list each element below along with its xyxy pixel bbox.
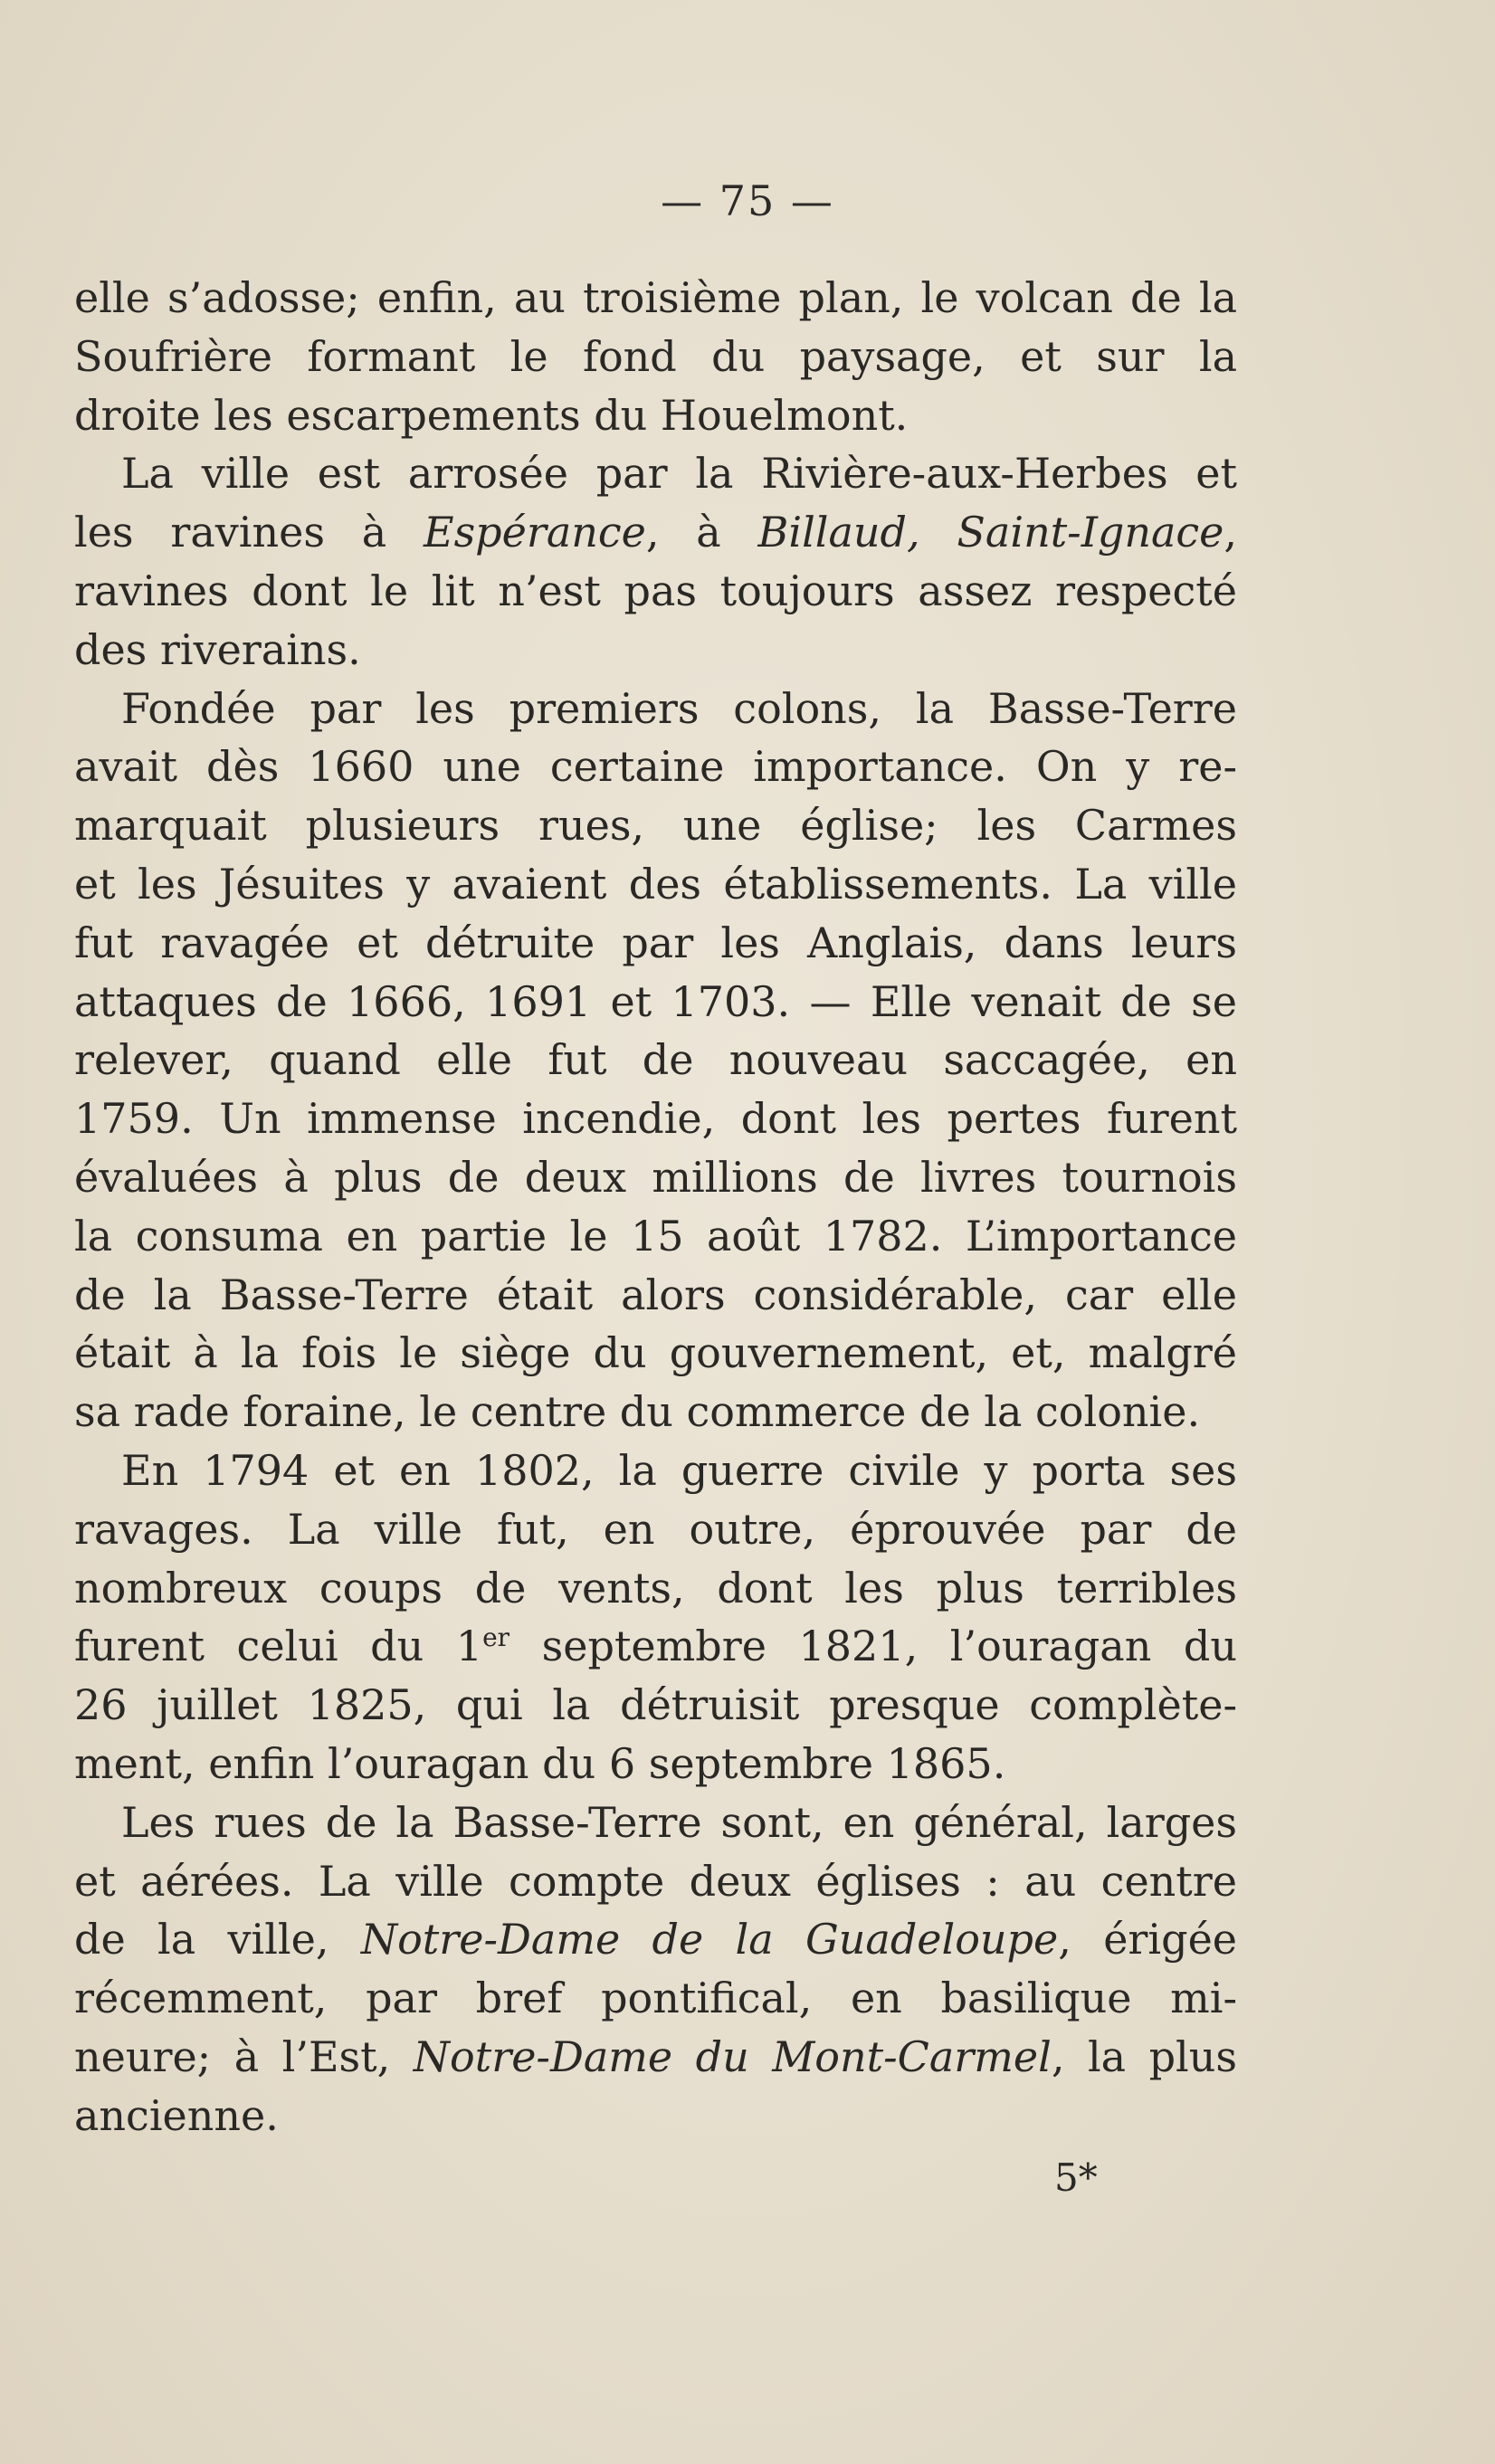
text-line: et aérées. La ville compte deux églises : au centre: [74, 1856, 1237, 1906]
text-line: avait dès 1660 une certaine importance. On y re-: [74, 742, 1237, 792]
text-line: nombreux coups de vents, dont les plus terribles: [74, 1563, 1237, 1613]
text-line: ravages. La ville fut, en outre, éprouvée par de: [74, 1504, 1237, 1554]
italic-place-name: Billaud, Saint-Ignace: [757, 508, 1224, 557]
text-line: fut ravagée et détruite par les Anglais, dans leurs: [74, 918, 1237, 967]
superscript: er: [482, 1622, 510, 1653]
text-line: 1759. Un immense incendie, dont les pertes furent: [74, 1094, 1237, 1144]
text-line: marquait plusieurs rues, une église; les Carmes: [74, 801, 1237, 851]
text-line: sa rade foraine, le centre du commerce de la colonie.: [74, 1387, 1201, 1437]
text-run: de la ville,: [74, 1915, 361, 1965]
text-run: , érigée: [1058, 1915, 1238, 1965]
text-run: neure; à l’Est,: [74, 2031, 414, 2081]
text-line: relever, quand elle fut de nouveau saccagée, en: [74, 1035, 1237, 1085]
text-run: , la plus: [1051, 2031, 1237, 2081]
text-line: ment, enfin l’ouragan du 6 septembre 1865.: [74, 1738, 1006, 1788]
text-line: la consuma en partie le 15 août 1782. L’importance: [74, 1211, 1237, 1261]
text-line: [74, 503, 1237, 562]
text-line: elle s’adosse; enfin, au troisième plan, le volcan de la: [74, 273, 1237, 322]
italic-church-name: Notre-Dame de la Guadeloupe: [360, 1915, 1059, 1965]
text-line: de la Basse-Terre était alors considérable, car elle: [74, 1270, 1237, 1319]
text-line: Fondée par les premiers colons, la Basse-Terre: [121, 683, 1237, 733]
text-line: ancienne.: [74, 2090, 279, 2140]
text-line: évaluées à plus de deux millions de livres tournois: [74, 1152, 1237, 1202]
text-line: était à la fois le siège du gouvernement, et, malgré: [74, 1328, 1237, 1378]
italic-place-name: Espérance: [423, 508, 646, 557]
text-line: Soufrière formant le fond du paysage, et sur la: [74, 331, 1237, 381]
text-run: , à: [645, 508, 758, 557]
text-line: En 1794 et en 1802, la guerre civile y porta ses: [121, 1445, 1237, 1495]
text-line: récemment, par bref pontifical, en basilique mi-: [74, 1974, 1237, 2023]
text-line: [74, 1617, 1237, 1676]
text-line: ravines dont le lit n’est pas toujours assez respecté: [74, 566, 1237, 615]
text-line: [74, 2028, 1237, 2087]
text-line: et les Jésuites y avaient des établissements. La ville: [74, 859, 1237, 909]
signature-mark: 5*: [1054, 2155, 1098, 2200]
text-run: les ravines à: [74, 508, 424, 557]
text-run: ,: [1224, 508, 1237, 557]
text-line: des riverains.: [74, 624, 361, 674]
text-body: [74, 269, 1237, 2145]
text-line: Les rues de la Basse-Terre sont, en général, larges: [121, 1797, 1237, 1847]
text-run: furent celui du 1: [74, 1622, 483, 1671]
text-line: La ville est arrosée par la Rivière-aux-Herbes et: [121, 449, 1237, 499]
text-line: attaques de 1666, 1691 et 1703. — Elle venait de se: [74, 976, 1237, 1026]
text-line: 26 juillet 1825, qui la détruisit presque complète-: [74, 1680, 1237, 1730]
text-line: [74, 1910, 1237, 1969]
page-number: — 75 —: [661, 176, 834, 225]
italic-church-name: Notre-Dame du Mont-Carmel: [413, 2031, 1052, 2081]
text-line: droite les escarpements du Houelmont.: [74, 390, 909, 440]
text-run: septembre 1821, l’ouragan du: [509, 1622, 1238, 1671]
